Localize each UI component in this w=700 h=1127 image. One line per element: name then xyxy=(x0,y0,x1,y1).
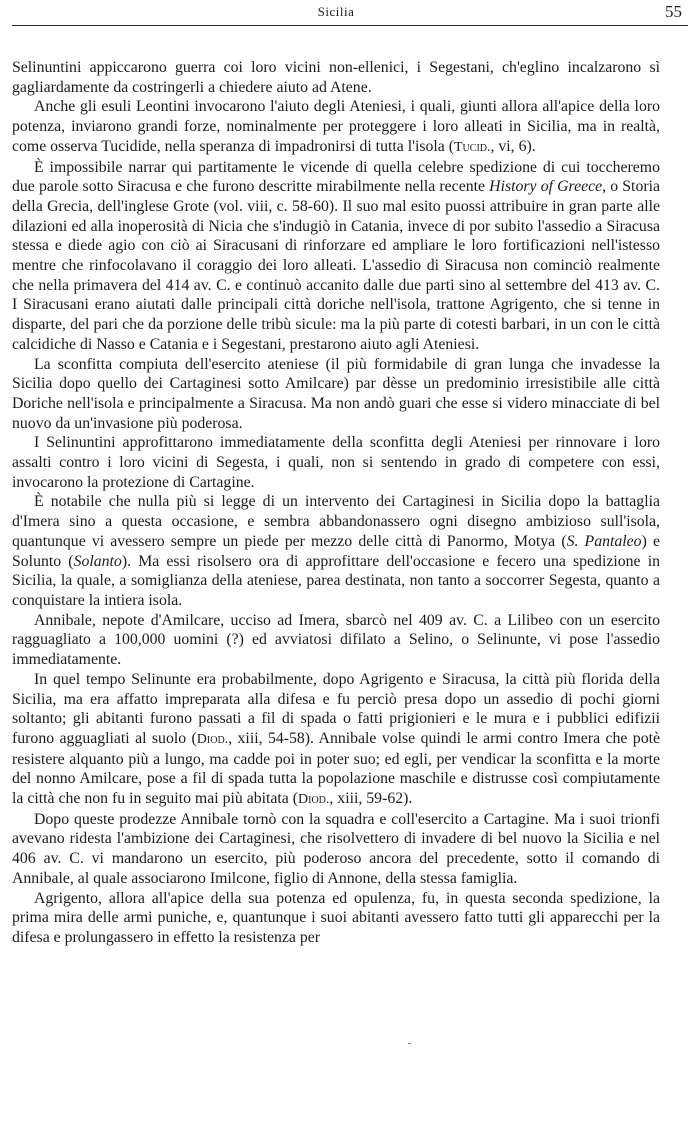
text-run: , xiii, 54-58). Annibale volse quindi le armi contro Imera che potè resistere alquanto più a lungo, ma cadde poi in poter suo; ed egli, per vendicar la sconfitta e la morte del nonno Amilcare, pose a fil di spada tutta la popolazione maschile e distrusse così compiutamente la città che non fu in seguito mai più abitata ( xyxy=(12,729,660,808)
running-head xyxy=(12,0,682,30)
italic-text: History of Greece xyxy=(489,178,603,196)
text-run: Agrigento, allora all'apice della sua potenza ed opulenza, fu, in questa seconda spedizione, la prima mira delle armi puniche, e, quantunque i suoi abitanti avessero fatto tutti gli apparecchi per la difesa e prolungassero in effetto la resistenza per xyxy=(12,889,660,946)
italic-text: Solanto xyxy=(73,552,122,570)
text-run: , o Storia della Grecia, dell'inglese Grote (vol. viii, c. 58-60). Il suo mal esito puossi attribuire in gran parte alle dilazioni ed alla inoperosità di Nicia che s'indugiò in Catania, invece di por subito l'assedio a Siracusa stessa e diede agio con ciò ai Siracusani di rinforzare ed ampliare le loro fortificazioni nell'istesso mentre che rinfocolavano il coraggio dei loro alleati. L'assedio di Siracusa non cominciò realmente che nella primavera del 414 av. C. e continuò accanito dalle due parti sino al settembre del 413 av. C. I Siracusani erano aiutati dalle principali città doriche nell'isola, trattone Agrigento, che si tenne in disparte, del pari che da porzione delle tribù sicule: ma la più parte di cotesti barbari, in un con le città calcidiche di Nasso e Catania e i Segestani, prestarono aiuto agli Ateniesi. xyxy=(12,178,661,353)
text-run: , xiii, 59-62). xyxy=(329,790,413,808)
paragraph xyxy=(12,492,660,610)
text-run: È impossibile narrar qui partitamente le vicende di quella celebre spedizione di cui toccheremo due parole sotto Siracusa e che furono descritte mirabilmente nella recente xyxy=(12,158,660,196)
page-number: 55 xyxy=(665,2,682,21)
footer-mark: - xyxy=(408,1038,412,1049)
text-run: Anche gli esuli Leontini invocarono l'aiuto degli Ateniesi, i quali, giunti allora all'apice della loro potenza, inviarono grandi forze, nominalmente per proteggere i loro alleati in Sicilia, ma in realtà, come osserva Tucidide, nella speranza di impadronirsi di tutta l'isola ( xyxy=(12,98,660,155)
running-head-title: Sicilia xyxy=(317,4,355,19)
paragraph xyxy=(12,670,660,810)
paragraph xyxy=(12,611,660,670)
text-run: I Selinuntini approfittarono immediatamente della sconfitta degli Ateniesi per rinnovare i loro assalti contro i loro vicini di Segesta, i quali, non si sentendo in grado di competere con essi, invocarono la protezione di Cartagine. xyxy=(12,434,660,491)
citation-abbrev: Diod. xyxy=(298,792,330,808)
italic-text: S. Pantaleo xyxy=(566,532,642,550)
citation-abbrev: Diod. xyxy=(196,731,229,747)
paragraph xyxy=(12,810,660,889)
citation-abbrev: Tucid. xyxy=(454,139,491,155)
header-rule xyxy=(12,25,688,26)
text-run: Annibale, nepote d'Amilcare, ucciso ad Imera, sbarcò nel 409 av. C. a Lilibeo con un esercito ragguagliato a 100,000 uomini (?) ed avviatosi difilato a Selino, o Selinunte, vi pose l'assedio immediatamente. xyxy=(12,611,660,669)
text-run: ). Ma essi risolsero ora di approfittare dell'occasione e fecero una spedizione in Sicilia, la quale, a somiglianza della ateniese, parea destinata, non tanto a soccorrer Segesta, quanto a conquistare la intiera isola. xyxy=(12,552,660,609)
paragraph xyxy=(12,355,660,434)
body-text xyxy=(12,58,660,948)
text-run: È notabile che nulla più si legge di un intervento dei Cartaginesi in Sicilia dopo la battaglia d'Imera sino a questa occasione, e sembra abbandonassero ogni disegno ambizioso sull'isola, quantunque vi avessero sempre un piede per mezzo delle città di Panormo, Motya ( xyxy=(12,493,660,550)
text-run: ) e Solunto ( xyxy=(12,532,660,570)
text-run: In quel tempo Selinunte era probabilmente, dopo Agrigento e Siracusa, la città più florida della Sicilia, ma era affatto impreparata alla difesa e fu perciò presa dopo un assedio di pochi giorni soltanto; gli abitanti furono passati a fil di spada o fatti prigionieri e le mura e i pubblici edifizii furono agguagliati al suolo ( xyxy=(12,670,660,747)
paragraph xyxy=(12,58,660,97)
text-run: Selinuntini appiccarono guerra coi loro vicini non-ellenici, i Segestani, ch'eglino incalzarono sì gagliardamente da costringerli a chiedere aiuto ad Atene. xyxy=(12,59,660,96)
text-run: , vi, 6). xyxy=(490,137,536,155)
paragraph xyxy=(12,158,660,355)
text-run: La sconfitta compiuta dell'esercito ateniese (il più formidabile di gran lunga che invadesse la Sicilia dopo quello dei Cartaginesi sotto Amilcare) par dèsse un predominio irresistibile alle città Doriche nell'isola e principalmente a Siracusa. Ma non andò guari che esse si videro minacciate di bel nuovo da un'invasione più poderosa. xyxy=(12,355,660,432)
paragraph xyxy=(12,889,660,948)
paragraph xyxy=(12,433,660,492)
text-run: Dopo queste prodezze Annibale tornò con la squadra e coll'esercito a Cartagine. Ma i suoi trionfi avevano ridesta l'ambizione dei Cartaginesi, che risolvettero di invadere di bel nuovo la Sicilia e nel 406 av. C. vi mandarono un esercito, più poderoso ancora del precedente, sotto il comando di Annibale, al quale associarono Imilcone, figlio di Annone, della stessa famiglia. xyxy=(12,810,660,887)
paragraph xyxy=(12,97,660,157)
